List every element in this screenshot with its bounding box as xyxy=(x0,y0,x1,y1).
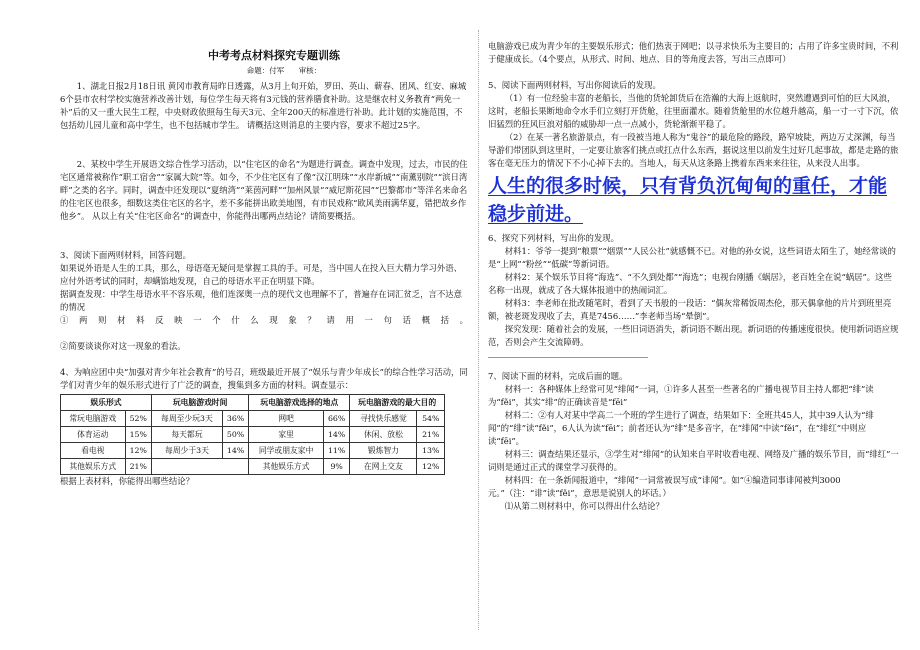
question-6-finding: 探究发现：随着社会的发展，一些旧词语消失，新词语不断出现。新词语的传播速度很快。使用新词语应规范，否则会产生交流障碍。 xyxy=(488,324,899,347)
table-cell: 每周少于3天 xyxy=(151,443,222,459)
left-column xyxy=(60,48,468,488)
table-cell: 网吧 xyxy=(249,411,324,427)
table-cell: 21% xyxy=(417,427,445,443)
author-label: 命题：付军 xyxy=(246,66,285,75)
table-cell: 每天都玩 xyxy=(151,427,222,443)
question-3-material-2: 据调查发现：中学生母语水平不容乐观，他们连深奥一点的现代文也理解不了，普遍存在词汇贫乏，言不达意的情况 xyxy=(60,289,462,312)
question-4-prompt: 根据上表材料，你能得出哪些结论？ xyxy=(60,476,194,486)
table-cell xyxy=(151,459,248,475)
question-5-intro: 5、阅读下面两则材料，写出你阅读后的发现。 xyxy=(488,80,661,90)
question-7-sub-1: ⑴从第二则材料中，你可以得出什么结论？ xyxy=(504,501,664,511)
table-cell: 12% xyxy=(417,459,445,475)
table-cell: 其他娱乐方式 xyxy=(249,459,324,475)
table-cell: 13% xyxy=(417,443,445,459)
table-row xyxy=(61,411,445,427)
table-cell: 寻找快乐感觉 xyxy=(350,411,417,427)
table-cell: 同学或朋友家中 xyxy=(249,443,324,459)
survey-table xyxy=(60,394,445,475)
table-cell: 21% xyxy=(125,459,151,475)
table-header: 娱乐形式 xyxy=(61,395,152,411)
table-cell: 锻炼智力 xyxy=(350,443,417,459)
question-2: 2、某校中学生开展语文综合性学习活动，以“住宅区的命名”为题进行调查。调查中发现，过去，市民的住宅区通常被称作“职工宿舍”“家属大院”等。如今，不少住宅区有了像“汉江明珠”“水岸新城”“南薰别院”“滨日湾畔”之类的名字。同时，调查中还发现以“夏纳湾”“莱茵河畔”“加州风景”“威尼斯花园”“巴黎都市”等洋名来命名的住宅区也很多，细数这类住宅区的名字，差不多能拼出欧美地图，有市民戏称“欧风美雨满华夏，错把故乡作他乡”。 从以上有关“住宅区命名”的调查中，你能得出哪两点结论？请简要概括。 xyxy=(60,159,468,221)
table-header-row xyxy=(61,395,445,411)
table-cell: 家里 xyxy=(249,427,324,443)
question-6-intro: 6、探究下列材料，写出你的发现。 xyxy=(488,233,619,243)
table-cell: 14% xyxy=(222,443,248,459)
table-cell: 11% xyxy=(323,443,349,459)
byline xyxy=(100,64,468,77)
question-7-intro: 7、阅读下面的材料，完成后面的题。 xyxy=(488,371,628,381)
table-cell: 9% xyxy=(323,459,349,475)
question-7-material-2: 材料二：②有人对某中学高二一个班的学生进行了调查，结果如下：全班共45人，其中39人认为“绯闻”的“绯”读“fěi”，6人认为读“fēi”；前者还认为“绯”是多音字，在“绯闻”中读“fěi”，在“绯红”中则应读“fēi”。 xyxy=(488,410,874,446)
question-3-material-1: 如果说外语是人生的工具，那么，母语毫无疑问是掌握工具的手。可是，当中国人在投入巨大精力学习外语、应付外语考试的同时，却螨馅地发现，自己的母语水平正在明显下降。 xyxy=(60,263,462,286)
question-1: 1、湖北日报2月18日讯 黄冈市教育局昨日透露，从3月上旬开始，罗田、英山、蕲春、团风、红安、麻城6个县市农村学校实施营养改善计划，每位学生每天将有3元钱的营养膳食补助。这是继农村义务教育“两免一补”后的又一重大民生工程，中央财政依照每生每天3元、全年200天的标准进行补助。此计划的实施范围，不包括幼儿园儿童和高中学生，也不包括城市学生。 请概括这则消息的主要内容，要求不超过25字。 xyxy=(60,81,467,130)
question-7-material-3: 材料三：调查结果还显示，③学生对“绯闻”的认知来自平时收看电视、网络及广播的娱乐节目，而“绯红”一词则是通过正式的课堂学习获得的。 xyxy=(488,449,899,472)
column-divider xyxy=(478,30,479,630)
table-header: 玩电脑游戏选择的地点 xyxy=(249,395,350,411)
table-cell: 每周至少玩3天 xyxy=(151,411,222,427)
table-cell: 54% xyxy=(417,411,445,427)
table-row xyxy=(61,427,445,443)
page-title: 中考考点材料探究专题训练 xyxy=(208,49,340,62)
highlighted-answer: 人生的很多时候，只有背负沉甸甸的重任，才能稳步前进。 xyxy=(488,175,888,225)
table-cell: 50% xyxy=(222,427,248,443)
table-cell: 66% xyxy=(323,411,349,427)
question-5-material-1: （1）有一位经验丰富的老船长，当他的货轮卸货后在浩瀚的大海上返航时，突然遭遇到可怕的巨大风浪，这时，老船长果断地命令水手们立刻打开货舱，往里面灌水。随着货舱里的水位越升越高，船一寸一寸下沉，依旧猛烈的狂风巨浪对船的威胁却一点一点减小，货轮渐渐平稳了。 xyxy=(488,93,899,129)
question-6-material-1: 材料1：爷爷一提到“粮票”“烟票”“人民公社”就感慨不已。对他的孙女说，这些词语太陌生了，她经常谈的是“上网”“粉丝”“低碳”等新词语。 xyxy=(488,246,896,269)
table-cell: 休闲、放松 xyxy=(350,427,417,443)
question-4-intro: 4、为响应团中央“加强对青少年社会教育”的号召，班级最近开展了“娱乐与青少年成长”的综合性学习活动，同学们对青少年的娱乐形式进行了广泛的调查，搜集到多方面的材料。调查显示： xyxy=(60,367,468,390)
table-cell: 体育运动 xyxy=(61,427,126,443)
table-row xyxy=(61,443,445,459)
table-cell: 52% xyxy=(125,411,151,427)
table-cell: 12% xyxy=(125,443,151,459)
table-header: 玩电脑游戏时间 xyxy=(151,395,248,411)
table-header: 玩电脑游戏的最大目的 xyxy=(350,395,445,411)
question-3-sub-2: ②简要谈谈你对这一现象的看法。 xyxy=(60,341,186,351)
table-cell: 36% xyxy=(222,411,248,427)
question-7-material-4: 材料四：在一条新闻报道中，“绯闻”一词常被误写成“诽闻”。如“④编造同事诽闻被判3000元。”（注：“诽”读“fěi”，意思是说别人的坏话。） xyxy=(488,475,841,498)
question-3-sub-1: ①两则材料反映一个什么现象？请用一句话概括。 xyxy=(60,315,468,325)
table-cell: 常玩电脑游戏 xyxy=(61,411,126,427)
right-column xyxy=(488,40,900,513)
table-row xyxy=(61,459,445,475)
answer-text: 电脑游戏已成为青少年的主要娱乐形式；他们热衷于网吧；以寻求快乐为主要目的；占用了许多宝贵时间，不利于健康成长。（4个要点，从形式、时间、地点、目的等角度去答，写出三点即可） xyxy=(488,41,899,64)
separator-line xyxy=(488,357,648,358)
question-5-material-2: （2）在某一著名旅游景点，有一段被当地人称为“鬼谷”的最危险的路段，路窄坡陡，两边万丈深渊，每当导游们带团队到这里时，一定要让旅客们挑点或扛点什么东西，据说这里以前发生过好几起事故，都是走路的旅客在毫无压力的情况下不小心掉下去的。当地人，每天从这条路上携着东西来来往往，从来没人出事。 xyxy=(488,132,899,168)
question-7-material-1: 材料一：各种媒体上经常可见“绯闻”一词，①许多人甚至一些著名的广播电视节目主持人都把“绯”读为“fěi”，其实“绯”的正确读音是“fēi” xyxy=(488,384,874,407)
table-cell: 其他娱乐方式 xyxy=(61,459,126,475)
question-6-material-3: 材料3：李老师在批改随笔时，看到了天书般的一段话：“偶灰常稀饭周杰伦，那天偶拿他的片片到班里亮额，被老斑发现收了去，真是7456……”李老师当场“晕倒”。 xyxy=(488,298,892,321)
table-cell: 14% xyxy=(323,427,349,443)
table-cell: 15% xyxy=(125,427,151,443)
question-3-intro: 3、阅读下面两则材料，回答问题。 xyxy=(60,250,191,260)
question-6-material-2: 材料2：某个娱乐节目将“海选”、“不久到处都”“海选”；电视台刚播《蜗居》，老百姓全在说“蜗居”。这些名称一出现，就成了各大媒体报道中的热闹词汇。 xyxy=(488,272,892,295)
reviewer-label: 审核： xyxy=(298,66,322,75)
table-cell: 在网上交友 xyxy=(350,459,417,475)
table-cell: 看电视 xyxy=(61,443,126,459)
